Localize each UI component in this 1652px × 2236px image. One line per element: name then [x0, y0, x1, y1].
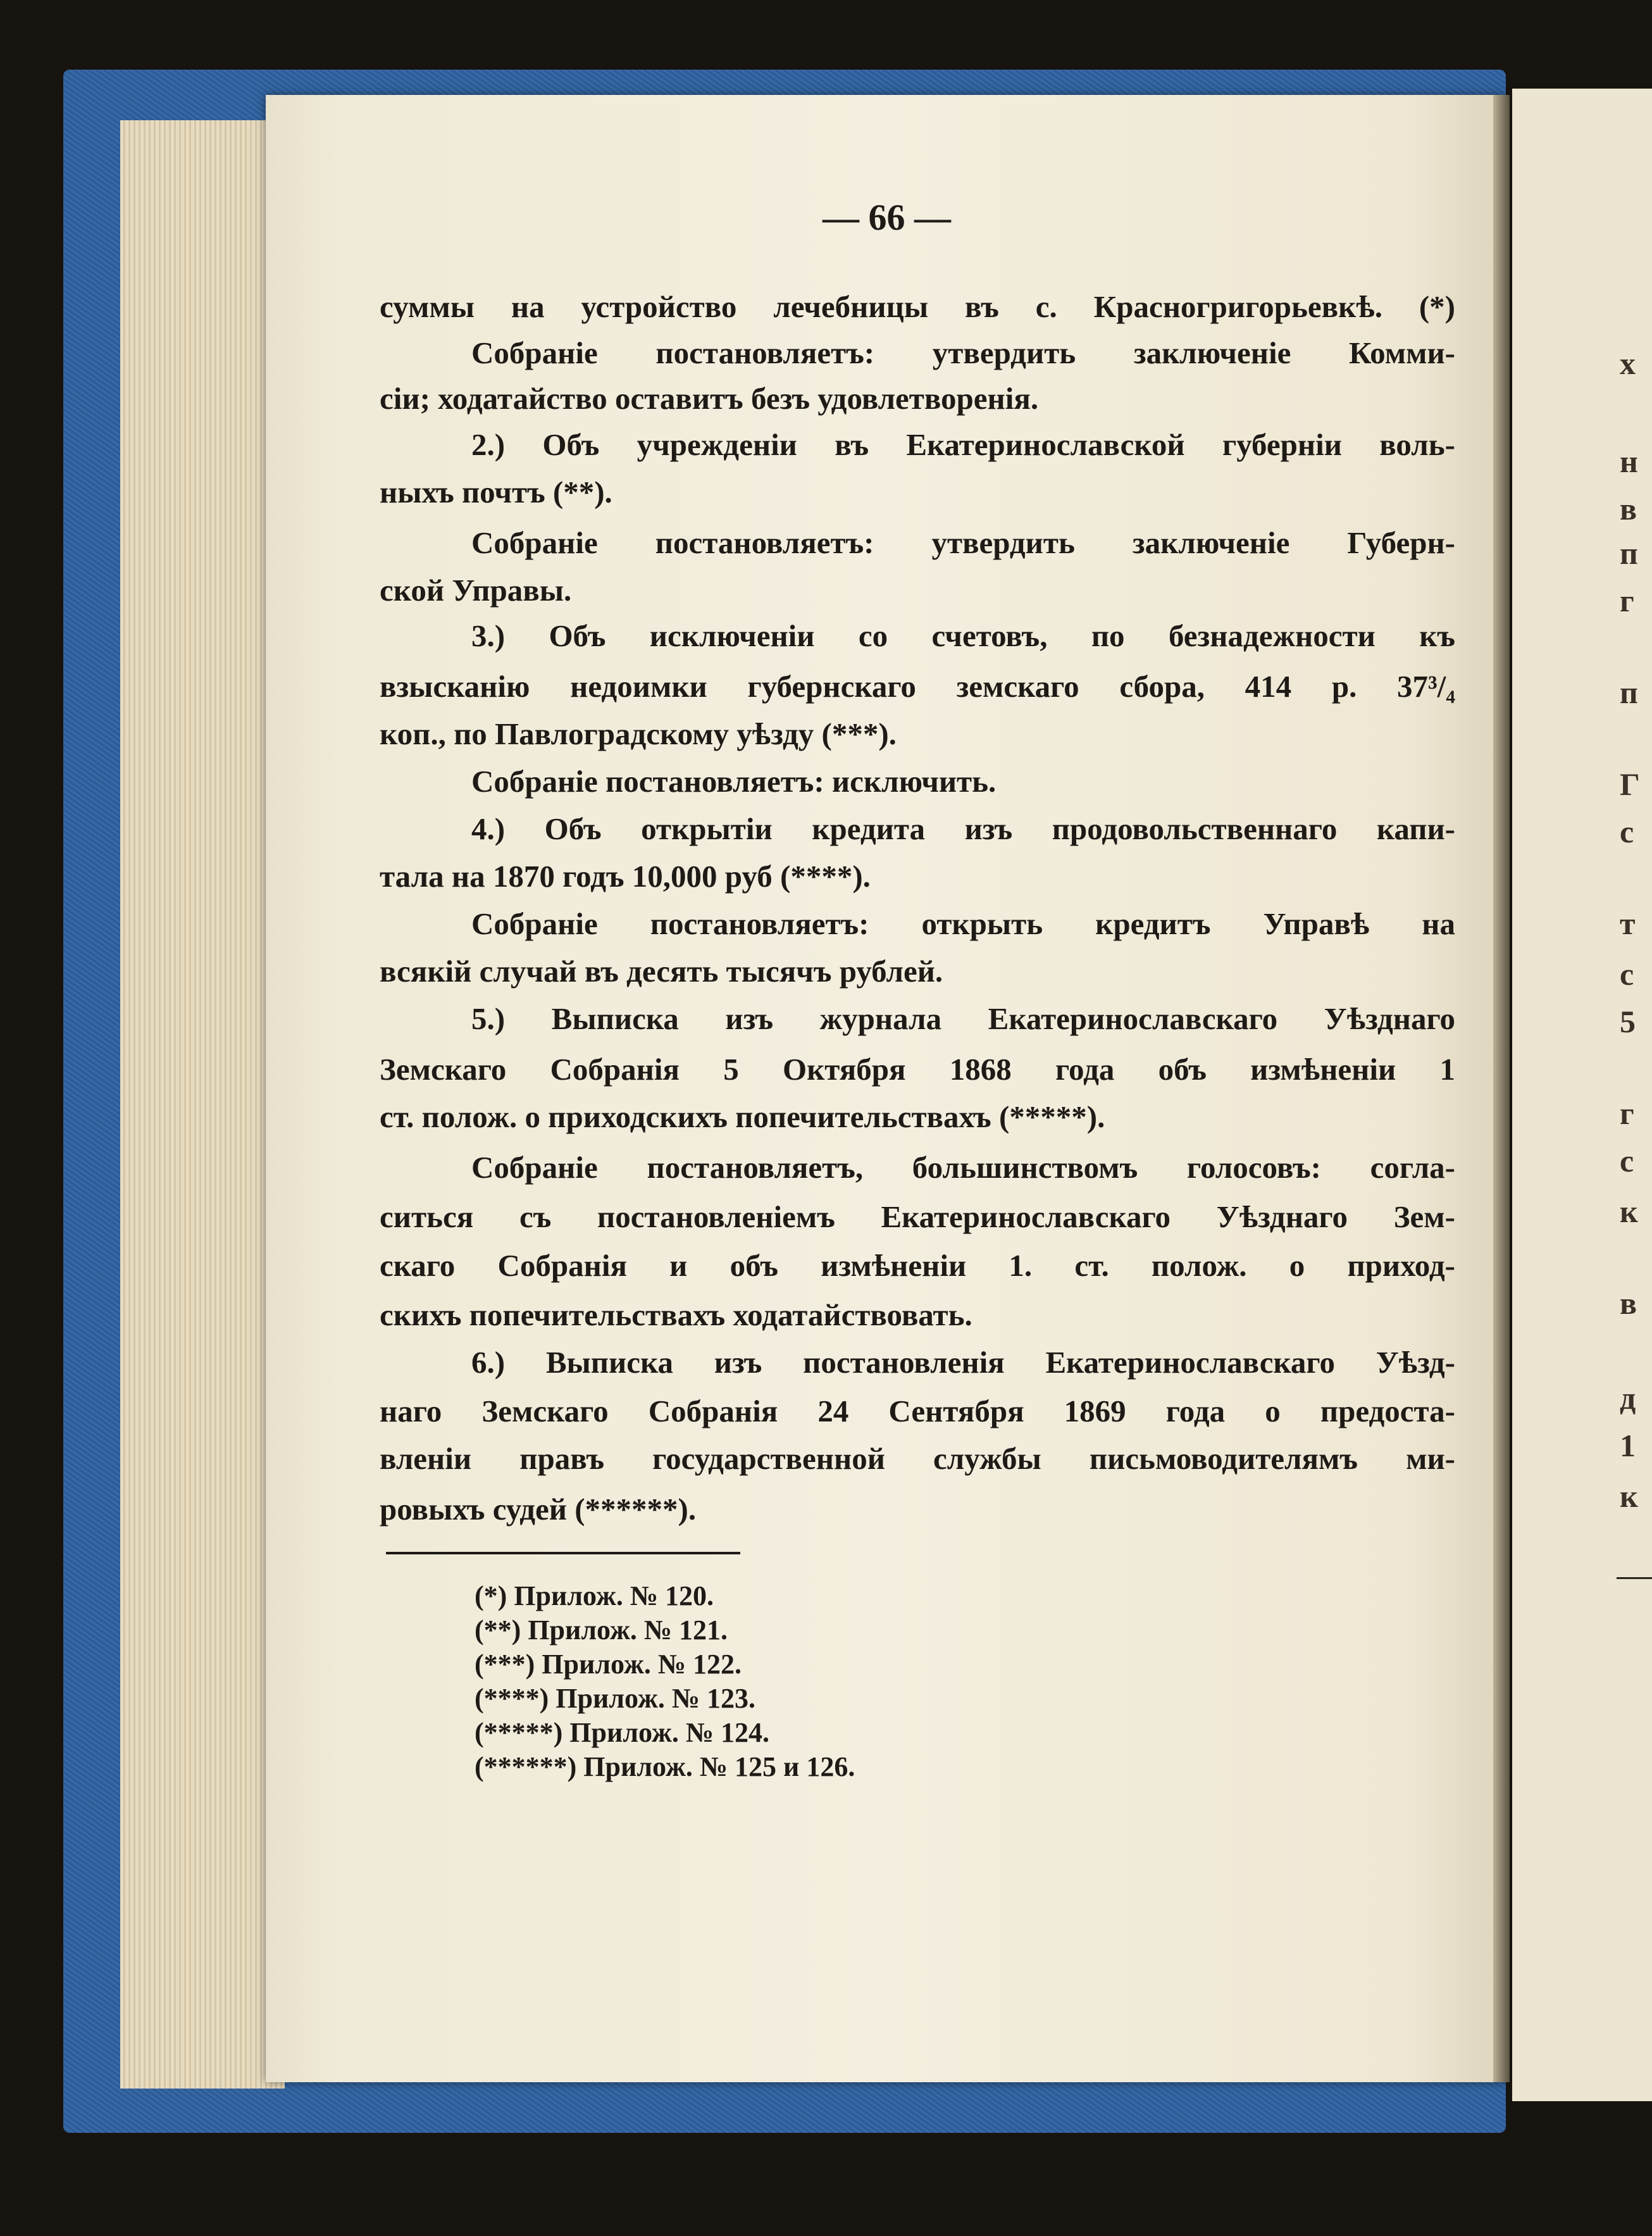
text-line: наго Земскаго Собранія 24 Сентября 1869 года о предоста- — [380, 1394, 1455, 1428]
page-number: — 66 — — [823, 197, 951, 238]
text-line: ныхъ почтъ (**). — [380, 475, 612, 509]
next-page-line: х — [1620, 346, 1636, 381]
footnote: (**) Прилож. № 121. — [475, 1615, 728, 1646]
next-page-line: к — [1620, 1478, 1639, 1514]
text-line: Собраніе постановляетъ: открыть кредитъ Управѣ на — [471, 906, 1455, 941]
next-page-line: к — [1620, 1194, 1639, 1229]
text-line: сіи; ходатайство оставитъ безъ удовлетворенія. — [380, 381, 1039, 416]
footnote: (*) Прилож. № 120. — [475, 1580, 714, 1611]
text-line: вленіи правъ государственной службы письмоводителямъ ми- — [380, 1441, 1455, 1476]
text-line: 3.) Объ исключеніи со счетовъ, по безнадежности къ — [471, 618, 1455, 653]
next-page-rule — [1617, 1577, 1652, 1579]
next-page-line: 1 — [1620, 1428, 1636, 1463]
footnote: (*****) Прилож. № 124. — [475, 1717, 770, 1748]
footnote: (******) Прилож. № 125 и 126. — [475, 1751, 855, 1782]
text-line: коп., по Павлоградскому уѣзду (***). — [380, 716, 897, 751]
text-line: 2.) Объ учрежденіи въ Екатеринославской губерніи воль- — [471, 427, 1455, 462]
text-line: скаго Собранія и объ измѣненіи 1. ст. полож. о приход- — [380, 1248, 1455, 1283]
footnote: (***) Прилож. № 122. — [475, 1649, 742, 1680]
next-page-line: г — [1620, 1096, 1635, 1131]
page-edges — [120, 120, 285, 2089]
text-line: ст. полож. о приходскихъ попечительствахъ (*****). — [380, 1099, 1105, 1134]
footnote-divider — [386, 1552, 740, 1554]
text-line: Собраніе постановляетъ: утвердить заключеніе Комми- — [471, 335, 1455, 370]
next-page-line: в — [1620, 1285, 1638, 1321]
footnote: (****) Прилож. № 123. — [475, 1683, 756, 1714]
text-line: взысканію недоимки губернскаго земскаго сбора, 414 р. 37³/₄ — [380, 669, 1455, 704]
next-page-line: д — [1620, 1380, 1637, 1416]
text-line: Собраніе постановляетъ, большинствомъ голосовъ: согла- — [471, 1150, 1455, 1185]
next-page-line: п — [1620, 675, 1639, 710]
next-page-line: Г — [1620, 766, 1641, 802]
text-line: тала на 1870 годъ 10,000 руб (****). — [380, 859, 871, 894]
next-page-line: п — [1620, 535, 1639, 571]
text-line: ровыхъ судей (******). — [380, 1492, 697, 1527]
text-line: Земскаго Собранія 5 Октября 1868 года объ измѣненіи 1 — [380, 1052, 1455, 1087]
text-line: 6.) Выписка изъ постановленія Екатеринославскаго Уѣзд- — [471, 1345, 1455, 1380]
next-page-line: с — [1620, 1143, 1635, 1178]
next-page-line: в — [1620, 491, 1638, 527]
book-gutter — [1493, 95, 1510, 2082]
text-line: скихъ попечительствахъ ходатайствовать. — [380, 1297, 972, 1332]
text-line: ситься съ постановленіемъ Екатеринославскаго Уѣзднаго Зем- — [380, 1199, 1455, 1234]
text-line: 4.) Объ открытіи кредита изъ продовольственнаго капи- — [471, 811, 1455, 846]
next-page-line: т — [1620, 906, 1636, 941]
text-line: 5.) Выписка изъ журнала Екатеринославскаго Уѣзднаго — [471, 1001, 1455, 1036]
text-line: всякій случай въ десять тысячъ рублей. — [380, 954, 943, 989]
text-line: Собраніе постановляетъ: утвердить заключеніе Губерн- — [471, 525, 1455, 560]
text-line: ской Управы. — [380, 573, 572, 608]
next-page-line: г — [1620, 583, 1635, 618]
next-page-line: н — [1620, 444, 1639, 479]
text-line: Собраніе постановляетъ: исключить. — [471, 764, 997, 799]
next-page-line: с — [1620, 956, 1635, 992]
next-page-line: с — [1620, 814, 1635, 849]
text-line: суммы на устройство лечебницы въ с. Красногригорьевкѣ. (*) — [380, 289, 1455, 324]
next-page-line: 5 — [1620, 1004, 1636, 1039]
